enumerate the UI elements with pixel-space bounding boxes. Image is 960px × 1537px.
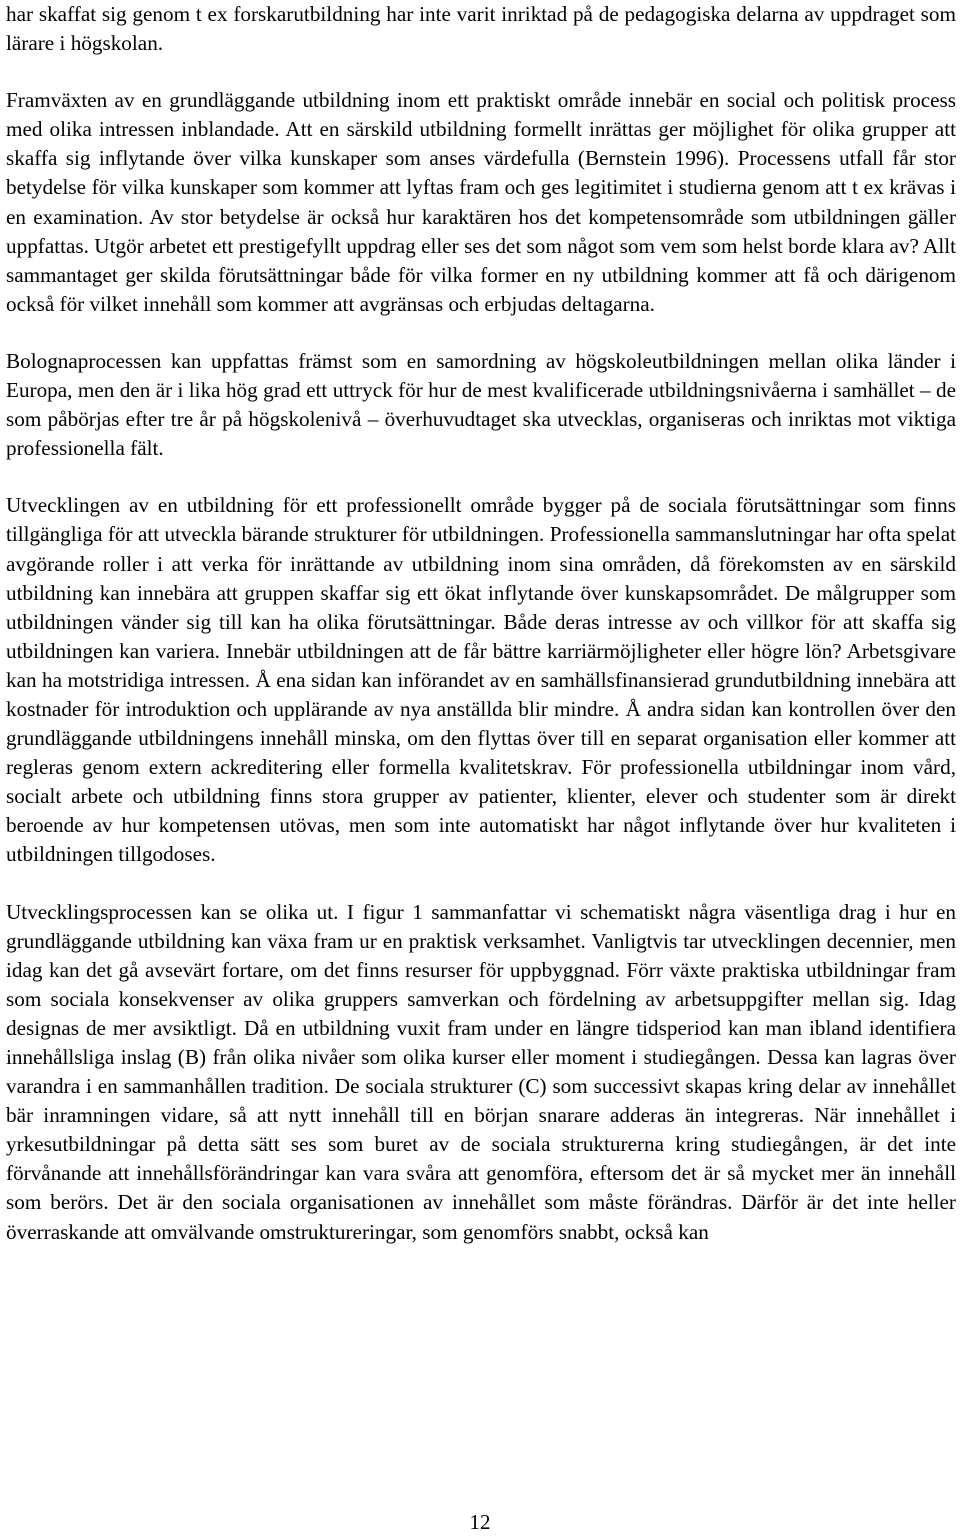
paragraph-2: Framväxten av en grundläggande utbildning inom ett praktiskt område innebär en social och politisk process med olika intressen inblandade. Att en särskild utbildning formellt inrättas ger möjlighet för olika grupper att skaffa sig inflytande över vilka kunskaper som anses värdefulla (Bernstein 1996). Processens utfall får stor betydelse för vilka kunskaper som kommer att lyftas fram och ges legitimitet i studierna genom att t ex krävas i en examination. Av stor betydelse är också hur karaktären hos det kompetensområde som utbildningen gäller uppfattas. Utgör arbetet ett prestigefyllt uppdrag eller ses det som något som vem som helst borde klara av? Allt sammantaget ger skilda förutsättningar både för vilka former en ny utbildning kommer att få och därigenom också för vilket innehåll som kommer att avgränsas och erbjudas deltagarna.	[6, 88, 956, 316]
paragraph-3: Bolognaprocessen kan uppfattas främst som en samordning av högskoleutbildningen mellan olika länder i Europa, men den är i lika hög grad ett uttryck för hur de mest kvalificerade utbildningsnivåerna i samhället – de som påbörjas efter tre år på högskolenivå – överhuvudtaget ska utvecklas, organiseras och inriktas mot viktiga professionella fält.	[6, 348, 956, 461]
paragraph-4: Utvecklingen av en utbildning för ett professionellt område bygger på de sociala förutsättningar som finns tillgängliga för att utveckla bärande strukturer för utbildningen. Professionella sammanslutningar har ofta spelat avgörande roller i att verka för inrättande av utbildning inom sina områden, då förekomsten av en särskild utbildning kan innebära att gruppen skaffar sig ett ökat inflytande över kunskapsområdet. De målgrupper som utbildningen vänder sig till kan ha olika förutsättningar. Både deras intresse av och villkor för att skaffa sig utbildningen kan variera. Innebär utbildningen att de får bättre karriärmöjligheter eller högre lön? Arbetsgivare kan ha motstridiga intressen. Å ena sidan kan införandet av en samhällsfinansierad grundutbildning innebära att kostnader för introduktion och upplärande av nya anställda blir mindre. Å andra sidan kan kontrollen över den grundläggande utbildningens innehåll minska, om den flyttas över till en separat organisation eller kommer att regleras genom extern ackreditering eller formella kvalitetskrav. För professionella utbildningar inom vård, socialt arbete och utbildning finns stora grupper av patienter, klienter, elever och studenter som är direkt beroende av hur kompetensen utövas, men som inte automatiskt har något inflytande över hur kvaliteten i utbildningen tillgodoses.	[6, 493, 956, 867]
document-body	[6, 0, 956, 1247]
paragraph-5: Utvecklingsprocessen kan se olika ut. I figur 1 sammanfattar vi schematiskt några väsentliga drag i hur en grundläggande utbildning kan växa fram ur en praktisk verksamhet. Vanligtvis tar utvecklingen decennier, men idag kan det gå avsevärt fortare, om det finns resurser för uppbyggnad. Förr växte praktiska utbildningar fram som sociala konsekvenser av olika gruppers samverkan och fördelning av arbetsuppgifter mellan sig. Idag designas de mer avsiktligt. Då en utbildning vuxit fram under en längre tidsperiod kan man ibland identifiera innehållsliga inslag (B) från olika nivåer som olika kurser eller moment i studiegången. Dessa kan lagras över varandra i en sammanhållen tradition. De sociala strukturer (C) som successivt skapas kring delar av innehållet bär inramningen vidare, så att nytt innehåll till en början snarare adderas än integreras. När innehållet i yrkesutbildningar på detta sätt ses som buret av de sociala strukturerna kring studiegången, är det inte förvånande att innehållsförändringar kan vara svåra att genomföra, eftersom det är så mycket mer än innehåll som berörs. Det är den sociala organisationen av innehållet som måste förändras. Därför är det inte heller överraskande att omvälvande omstruktureringar, som genomförs snabbt, också kan	[6, 899, 956, 1244]
paragraph-1: har skaffat sig genom t ex forskarutbildning har inte varit inriktad på de pedagogiska delarna av uppdraget som lärare i högskolan.	[6, 2, 956, 56]
page-number: 12	[469, 1510, 491, 1534]
